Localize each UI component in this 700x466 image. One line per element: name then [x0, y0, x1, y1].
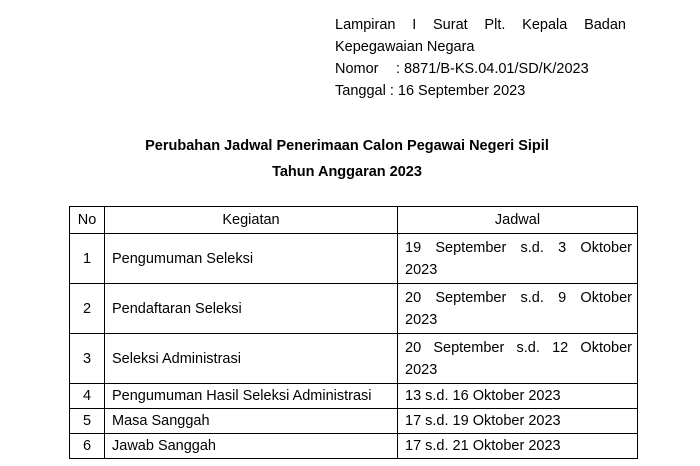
row-kegiatan: Pendaftaran Seleksi — [105, 284, 398, 334]
row-number: 6 — [70, 434, 105, 459]
tanggal-value: : 16 September 2023 — [389, 83, 526, 99]
nomor-value: : 8871/B-KS.04.01/SD/K/2023 — [396, 61, 589, 77]
row-kegiatan: Pengumuman Seleksi — [105, 234, 398, 284]
tanggal-row — [335, 80, 626, 102]
agency-line: Kepegawaian Negara — [335, 39, 475, 55]
row-jadwal-line2: 2023 — [405, 361, 438, 378]
table-header-row — [70, 207, 638, 234]
document-subtitle: Tahun Anggaran 2023 — [272, 164, 422, 180]
column-header-kegiatan: Kegiatan — [105, 207, 398, 234]
row-number: 4 — [70, 384, 105, 409]
tanggal-label: Tanggal — [335, 83, 386, 99]
row-jadwal — [398, 234, 638, 284]
table-row — [70, 284, 638, 334]
row-jadwal: 13 s.d. 16 Oktober 2023 — [398, 384, 638, 409]
row-number: 2 — [70, 284, 105, 334]
row-jadwal: 17 s.d. 19 Oktober 2023 — [398, 409, 638, 434]
row-jadwal-line1: 20 September s.d. 12 Oktober — [405, 339, 632, 356]
table-row — [70, 334, 638, 384]
table-row — [70, 384, 638, 409]
column-header-jadwal: Jadwal — [398, 207, 638, 234]
row-kegiatan: Jawab Sanggah — [105, 434, 398, 459]
table-row — [70, 409, 638, 434]
row-number: 3 — [70, 334, 105, 384]
row-kegiatan: Seleksi Administrasi — [105, 334, 398, 384]
row-jadwal-line1: 20 September s.d. 9 Oktober — [405, 289, 632, 306]
row-kegiatan: Masa Sanggah — [105, 409, 398, 434]
row-jadwal-line1: 19 September s.d. 3 Oktober — [405, 239, 632, 256]
nomor-label: Nomor — [335, 61, 379, 77]
row-jadwal — [398, 334, 638, 384]
attachment-line: Lampiran I Surat Plt. Kepala Badan — [335, 17, 626, 33]
document-title: Perubahan Jadwal Penerimaan Calon Pegawai Negeri Sipil — [145, 138, 549, 154]
row-jadwal-line2: 2023 — [405, 311, 438, 328]
column-header-no: No — [70, 207, 105, 234]
row-number: 1 — [70, 234, 105, 284]
row-number: 5 — [70, 409, 105, 434]
row-jadwal-line2: 2023 — [405, 261, 438, 278]
row-jadwal: 17 s.d. 21 Oktober 2023 — [398, 434, 638, 459]
letter-attachment-header — [335, 14, 626, 102]
nomor-row — [335, 58, 626, 80]
row-jadwal — [398, 284, 638, 334]
table-row — [70, 234, 638, 284]
row-kegiatan: Pengumuman Hasil Seleksi Administrasi — [105, 384, 398, 409]
table-row — [70, 434, 638, 459]
schedule-table — [69, 206, 638, 459]
